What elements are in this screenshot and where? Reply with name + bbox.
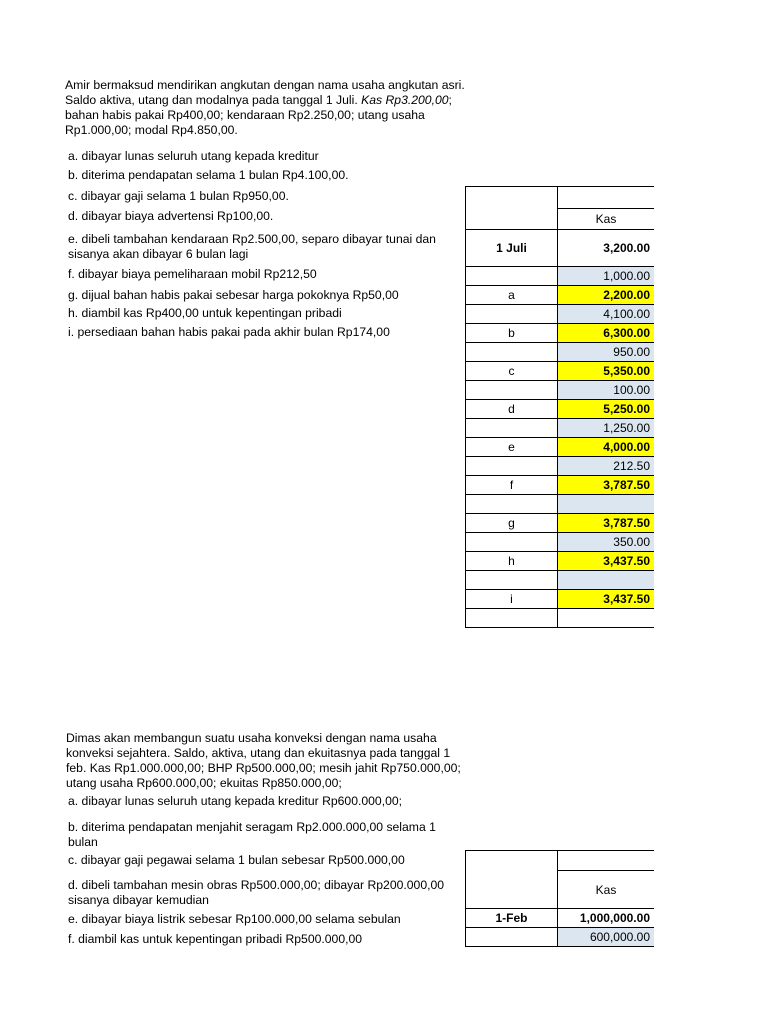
table-row-label [466,343,558,362]
problem1-intro [65,78,465,138]
kas-header: Kas [558,208,655,230]
table-row-value: 1,250.00 [558,419,655,438]
table-row-label: e [466,438,558,457]
kas-header: Kas [558,871,655,909]
table-row-label: 1 Juli [466,230,558,267]
problem1-item-e: e. dibeli tambahan kendaraan Rp2.500,00, separo dibayar tunai dan sisanya akan dibayar 6 bulan lagi [68,232,436,261]
problem2-item-b: b. diterima pendapatan menjahit seragam Rp2.000.000,00 selama 1 bulan [68,820,436,849]
table-row-value: 3,437.50 [558,590,655,609]
table-empty-cell [466,609,558,628]
table-row-label: b [466,324,558,343]
table-row-label [466,928,558,947]
problem1-item-a: a. dibayar lunas seluruh utang kepada kreditur [68,149,319,163]
table-row-value: 2,200.00 [558,286,655,305]
table-corner-cell [466,851,558,909]
problem1-item-c: c. dibayar gaji selama 1 bulan Rp950,00. [68,189,289,203]
table-row-label: g [466,514,558,533]
problem1-intro-rest: ; bahan habis pakai Rp400,00; kendaraan Rp2.250,00; utang usaha Rp1.000,00; modal Rp4.850,00. [65,93,452,137]
table-row-label [466,267,558,286]
table-row-value: 3,437.50 [558,552,655,571]
table-top-cell [558,851,655,871]
table-row-value: 100.00 [558,381,655,400]
table-row-value: 3,787.50 [558,514,655,533]
table-row-label: a [466,286,558,305]
table-row-value: 950.00 [558,343,655,362]
problem1-item-f: f. dibayar biaya pemeliharaan mobil Rp212,50 [68,267,317,281]
problem1-intro-italic: Kas Rp3.200,00 [361,93,449,107]
table-row-value: 3,200.00 [558,230,655,267]
table-row-label: i [466,590,558,609]
problem1-intro-text: Amir bermaksud mendirikan angkutan dengan nama usaha angkutan asri. Saldo aktiva, utang dan modalnya pada tanggal 1 Juli. [65,78,465,107]
table-row-value: 5,250.00 [558,400,655,419]
problem2-item-f: f. diambil kas untuk kepentingan pribadi Rp500.000,00 [68,932,363,946]
table-row-value: 3,787.50 [558,476,655,495]
table-row-value: 5,350.00 [558,362,655,381]
table-row-label [466,533,558,552]
table-empty-cell [558,609,655,628]
table-row-label: h [466,552,558,571]
problem1-item-b: b. diterima pendapatan selama 1 bulan Rp4.100,00. [68,168,349,182]
table-row-value: 6,300.00 [558,324,655,343]
table-row-value: 4,100.00 [558,305,655,324]
table-row-label [466,571,558,590]
problem1-item-h: h. diambil kas Rp400,00 untuk kepentingan pribadi [68,306,342,320]
table-row-label [466,495,558,514]
table-row-label: 1-Feb [466,909,558,928]
problem1-item-i: i. persediaan bahan habis pakai pada akhir bulan Rp174,00 [68,325,390,339]
problem2-item-c: c. dibayar gaji pegawai selama 1 bulan sebesar Rp500.000,00 [68,853,405,867]
problem2-item-d: d. dibeli tambahan mesin obras Rp500.000,00; dibayar Rp200.000,00 sisanya dibayar kemudian [68,878,445,907]
table-row-value: 600,000.00 [558,928,655,947]
table-row-value: 350.00 [558,533,655,552]
table-row-value: 212.50 [558,457,655,476]
table-row-label [466,381,558,400]
problem2-item-e: e. dibayar biaya listrik sebesar Rp100.000,00 selama sebulan [68,912,401,926]
table-row-label: f [466,476,558,495]
table-row-label: c [466,362,558,381]
table-row-label [466,305,558,324]
table-row-label: d [466,400,558,419]
table-row-value [558,571,655,590]
table-corner-cell [466,187,558,230]
table-row-label [466,457,558,476]
table-top-cell [558,187,655,209]
table-row-value: 1,000.00 [558,267,655,286]
problem1-item-g: g. dijual bahan habis pakai sebesar harga pokoknya Rp50,00 [68,288,399,302]
problem2-intro: Dimas akan membangun suatu usaha konveksi dengan nama usaha konveksi sejahtera. Saldo, aktiva, utang dan ekuitasnya pada tanggal 1 feb. Kas Rp1.000.000,00; BHP Rp500.000,00; mesih jahit Rp750.000,00; utang usaha Rp600.000,00; ekuitas Rp850.000,00; [66,731,461,790]
problem1-kas-table [465,186,654,628]
table-row-value: 1,000,000.00 [558,909,655,928]
problem2-kas-table [465,850,654,947]
problem2-item-a: a. dibayar lunas seluruh utang kepada kreditur Rp600.000,00; [68,794,403,808]
table-row-value [558,495,655,514]
table-row-value: 4,000.00 [558,438,655,457]
table-row-label [466,419,558,438]
problem1-item-d: d. dibayar biaya advertensi Rp100,00. [68,209,274,223]
